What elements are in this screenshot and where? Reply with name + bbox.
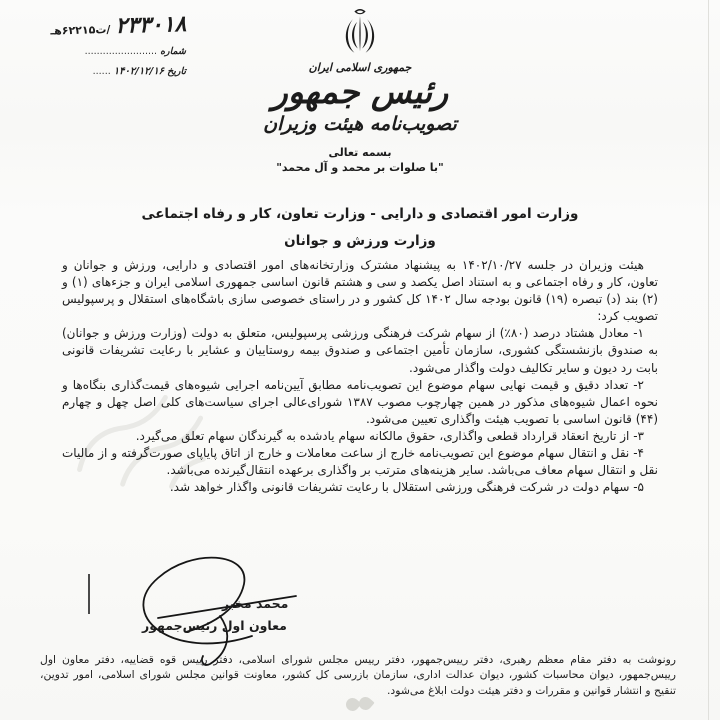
document-type-calligraphy: تصویب‌نامه هیئت وزیران xyxy=(263,112,457,135)
addressee-line-1: وزارت امور اقتصادی و دارایی - وزارت تعاون، کار و رفاه اجتماعی xyxy=(141,206,579,222)
signer-name: محمد مخبر xyxy=(222,596,289,611)
salutation-line: "با صلوات بر محمد و آل محمد" xyxy=(276,160,444,174)
letterhead xyxy=(0,6,720,174)
number-label: شماره xyxy=(160,46,186,57)
clause-4: ۴- نقل و انتقال سهام موضوع این تصویب‌نامه خارج از ساعت معاملات و خارج از اتاق پایاپای صورت‌گرفته و از مالیات نقل و انتقال سهام معاف می‌باشد. سایر هزینه‌های مترتب بر واگذاری برعهده انتقال‌گیرنده می‌باشد. xyxy=(62,446,658,478)
addressee-line-2: وزارت ورزش و جوانان xyxy=(284,233,436,249)
iran-emblem-icon xyxy=(339,6,381,56)
resolution-body xyxy=(62,257,658,496)
clause-5: ۵- سهام دولت در شرکت فرهنگی ورزشی استقلال با رعایت تشریفات قانونی واگذار خواهد شد. xyxy=(169,480,644,495)
decree-number-handwritten: ۲۳۳۰۱۸ xyxy=(115,12,187,39)
site-watermark-icon xyxy=(344,696,380,714)
number-dotted-line: ........................ xyxy=(84,46,158,57)
clause-2: ۲- تعداد دقیق و قیمت نهایی سهام موضوع این تصویب‌نامه مطابق آیین‌نامه اجرایی شیوه‌های قیمت‌گذاری بنگاه‌ها و نحوه اعمال شیوه‌های مذکور در همین چهارچوب مصوب ۱۳۸۷ شورای‌عالی اجرای سیاست‌های کلی اصل چهل و چهارم (۴۴) قانون اساسی با تصویب هیئت واگذاری تعیین می‌شود. xyxy=(62,377,659,426)
date-label: تاریخ xyxy=(167,66,186,77)
basmala: بسمه تعالی xyxy=(328,145,392,159)
signature-icon xyxy=(100,552,330,667)
date-dotted-line: ...... xyxy=(92,66,111,77)
decree-number-suffix: /ت۶۲۲۱۵هـ xyxy=(50,22,111,38)
clause-1: ۱- معادل هشتاد درصد (۸۰٪) از سهام شرکت فرهنگی ورزشی پرسپولیس، متعلق به دولت (وزارت ورزش و جوانان) به صندوق بازنشستگی کشوری، سازمان تأمین اجتماعی و صندوق بیمه روستاییان و عشایر با رعایت تشریفات قانونی بابت رد دیون و سایر تکالیف دولت واگذار می‌شود. xyxy=(62,326,658,375)
signer-title: معاون اول رئیس‌جمهور xyxy=(142,618,287,633)
clause-3: ۳- از تاریخ انعقاد قرارداد قطعی واگذاری، حقوق مالکانه سهام یادشده به گیرندگان سهام تعلق می‌گیرد. xyxy=(135,428,644,443)
resolution-intro: هیئت وزیران در جلسه ۱۴۰۲/۱۰/۲۷ به پیشنهاد مشترک وزارتخانه‌های امور اقتصادی و دارایی، ورزش و جوانان و تعاون، کار و رفاه اجتماعی و به استناد اصل یکصد و سی و هشتم قانون اساسی جمهوری اسلامی ایران و جزءهای (۱) و (۲) بند (د) تبصره (۱۹) قانون بودجه سال ۱۴۰۲ کل کشور و در راستای خصوصی سازی باشگاه‌های استقلال و پرسپولیس تصویب کرد: xyxy=(62,258,658,324)
addressees xyxy=(0,201,720,255)
date-value: ۱۴۰۲/۱۲/۱۶ xyxy=(113,66,165,77)
distribution-footer xyxy=(40,652,676,698)
country-name: جمهوری اسلامی ایران xyxy=(308,61,412,74)
scan-stray-mark xyxy=(88,574,90,614)
office-title-calligraphy: رئیس جمهور xyxy=(271,72,449,111)
signature-block xyxy=(100,552,330,667)
distribution-text: رونوشت به دفتر مقام معظم رهبری، دفتر رییس‌جمهور، دفتر رییس مجلس شورای اسلامی، دفتر رییس قوه قضاییه، دفتر معاون اول رییس‌جمهور، دیوان محاسبات کشور، دیوان عدالت اداری، سازمان بازرسی کل کشور، معاونت قوانین مجلس شورای اسلامی، امور تدوین، تنقیح و انتشار قوانین و مقررات و دفتر هیئت دولت ابلاغ می‌شود. xyxy=(40,653,676,697)
